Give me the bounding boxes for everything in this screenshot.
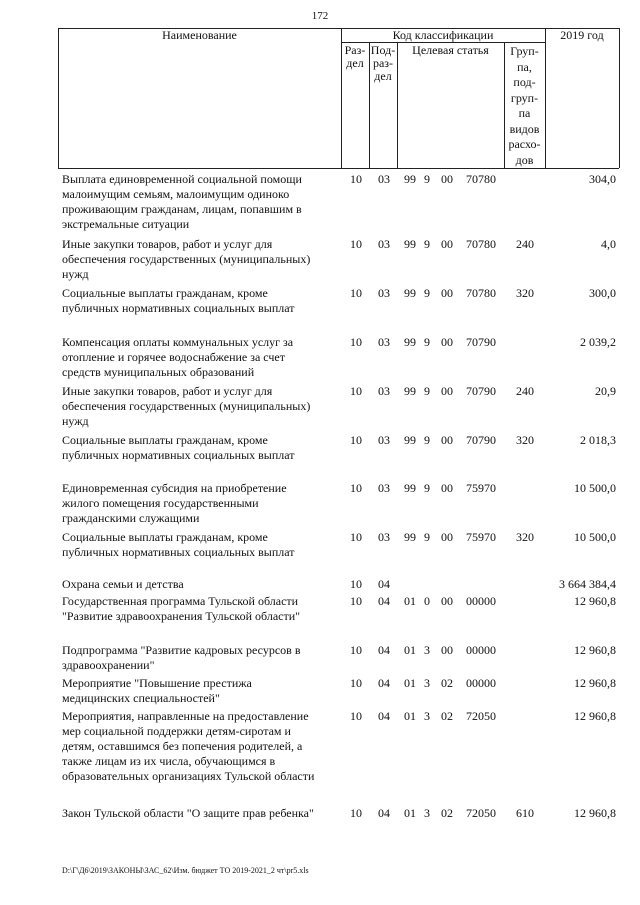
row-name-line: Иные закупки товаров, работ и услуг для: [62, 237, 273, 251]
cell-rz: 10: [350, 237, 362, 251]
cell-sum: 10 500,0: [574, 481, 616, 495]
header-group-line: па,: [517, 59, 532, 74]
cell-t4: 70780: [466, 286, 496, 300]
table-header: [58, 28, 619, 168]
cell-pr: 03: [378, 530, 390, 544]
row-name-line: публичных нормативных социальных выплат: [62, 301, 295, 315]
cell-sum: 20,9: [595, 384, 616, 398]
cell-rz: 10: [350, 335, 362, 349]
cell-pr: 03: [378, 481, 390, 495]
cell-t1: 01: [404, 643, 416, 657]
row-name: [62, 806, 347, 821]
cell-rz: 10: [350, 286, 362, 300]
cell-t3: 00: [441, 237, 453, 251]
cell-t1: 01: [404, 594, 416, 608]
row-name-line: Охрана семьи и детства: [62, 577, 184, 591]
row-name-line: нужд: [62, 267, 89, 281]
header-year: 2019 год: [560, 28, 604, 42]
cell-pr: 03: [378, 237, 390, 251]
cell-t2: 9: [424, 237, 430, 251]
cell-t2: 9: [424, 286, 430, 300]
row-name-line: Государственная программа Тульской области: [62, 594, 299, 608]
cell-sum: 12 960,8: [574, 643, 616, 657]
row-name: [62, 172, 347, 232]
row-name-line: "Развитие здравоохранения Тульской области": [62, 609, 301, 623]
header-group-line: под-: [513, 75, 536, 89]
cell-sum: 12 960,8: [574, 709, 616, 723]
cell-rz: 10: [350, 530, 362, 544]
cell-vr: 320: [516, 433, 534, 447]
cell-rz: 10: [350, 577, 362, 591]
header-podrazdel-line: раз-: [372, 56, 394, 70]
cell-pr: 04: [378, 806, 390, 820]
cell-rz: 10: [350, 676, 362, 690]
cell-rz: 10: [350, 384, 362, 398]
header-right-border: [619, 28, 620, 168]
cell-t2: 9: [424, 172, 430, 186]
cell-t2: 9: [424, 530, 430, 544]
row-name-line: Закон Тульской области "О защите прав ребенка": [62, 806, 314, 820]
row-name-line: также лицам из их числа, обучающимся в: [62, 754, 276, 768]
header-left-border: [58, 28, 59, 168]
cell-t2: 3: [424, 676, 430, 690]
row-name: [62, 237, 347, 282]
row-name-line: Иные закупки товаров, работ и услуг для: [62, 384, 273, 398]
row-name: [62, 594, 347, 624]
row-name-line: детям, оставшимся без попечения родителей, а: [62, 739, 303, 753]
row-name-line: нужд: [62, 414, 89, 428]
cell-t1: 99: [404, 237, 416, 251]
row-name: [62, 481, 347, 526]
header-target: Целевая статья: [412, 43, 489, 57]
header-razdel-line: дел: [346, 56, 364, 70]
row-name-line: Социальные выплаты гражданам, кроме: [62, 433, 268, 447]
cell-sum: 2 018,3: [580, 433, 616, 447]
row-name-line: Компенсация оплаты коммунальных услуг за: [62, 335, 294, 349]
cell-t3: 00: [441, 594, 453, 608]
cell-vr: 610: [516, 806, 534, 820]
cell-t4: 70790: [466, 384, 496, 398]
cell-t1: 99: [404, 530, 416, 544]
cell-t3: 00: [441, 172, 453, 186]
cell-rz: 10: [350, 481, 362, 495]
cell-t3: 00: [441, 433, 453, 447]
cell-t2: 0: [424, 594, 430, 608]
header-group-line: груп-: [510, 90, 539, 105]
cell-t2: 9: [424, 335, 430, 349]
row-name-line: обеспечения государственных (муниципальных): [62, 252, 311, 266]
cell-vr: 240: [516, 384, 534, 398]
row-name-line: средств муниципальных образований: [62, 365, 255, 379]
row-name: [62, 709, 347, 784]
cell-t1: 99: [404, 384, 416, 398]
cell-t4: 00000: [466, 643, 496, 657]
row-name-line: жилого помещения государственными: [62, 496, 259, 510]
cell-t3: 00: [441, 643, 453, 657]
row-name-line: мер социальной поддержки детям-сиротам и: [62, 724, 291, 738]
cell-pr: 03: [378, 335, 390, 349]
header-group-line: дов: [515, 152, 534, 167]
cell-rz: 10: [350, 172, 362, 186]
row-name: [62, 643, 347, 673]
cell-pr: 04: [378, 709, 390, 723]
header-group-line: Груп-: [510, 44, 539, 58]
cell-t3: 00: [441, 530, 453, 544]
cell-t4: 70780: [466, 237, 496, 251]
row-name-line: гражданскими служащими: [62, 511, 200, 525]
header-classification: Код классификации: [392, 28, 494, 42]
cell-rz: 10: [350, 806, 362, 820]
header-podrazdel-line: дел: [374, 69, 392, 83]
header-razdel-line: Раз-: [344, 43, 366, 57]
cell-t4: 75970: [466, 530, 496, 544]
header-podrazdel: [369, 44, 397, 83]
cell-t4: 00000: [466, 594, 496, 608]
row-name-line: Мероприятие "Повышение престижа: [62, 676, 252, 690]
row-name-line: Социальные выплаты гражданам, кроме: [62, 530, 268, 544]
row-name-line: публичных нормативных социальных выплат: [62, 545, 295, 559]
cell-t1: 01: [404, 709, 416, 723]
cell-sum: 304,0: [589, 172, 616, 186]
cell-sum: 2 039,2: [580, 335, 616, 349]
cell-pr: 03: [378, 286, 390, 300]
cell-sum: 300,0: [589, 286, 616, 300]
row-name-line: образовательных организациях Тульской области: [62, 769, 315, 783]
page-number: 172: [311, 10, 329, 22]
row-name: [62, 286, 347, 316]
cell-t1: 01: [404, 806, 416, 820]
cell-t1: 99: [404, 335, 416, 349]
header-podrazdel-line: Под-: [370, 43, 396, 57]
cell-pr: 04: [378, 577, 390, 591]
cell-t1: 99: [404, 172, 416, 186]
cell-vr: 320: [516, 530, 534, 544]
row-name: [62, 577, 347, 592]
cell-t4: 70780: [466, 172, 496, 186]
cell-t4: 00000: [466, 676, 496, 690]
cell-t2: 3: [424, 643, 430, 657]
cell-t2: 9: [424, 384, 430, 398]
cell-sum: 12 960,8: [574, 594, 616, 608]
cell-t4: 72050: [466, 806, 496, 820]
header-group: [504, 44, 545, 168]
cell-pr: 03: [378, 384, 390, 398]
cell-t3: 00: [441, 384, 453, 398]
row-name: [62, 676, 347, 706]
row-name-line: здравоохранении": [62, 658, 155, 672]
header-name: Наименование: [162, 28, 237, 42]
cell-t3: 02: [441, 676, 453, 690]
cell-sum: 12 960,8: [574, 806, 616, 820]
row-name-line: проживающим гражданам, лицам, попавшим в: [62, 202, 302, 216]
cell-rz: 10: [350, 594, 362, 608]
cell-vr: 240: [516, 237, 534, 251]
cell-t3: 02: [441, 806, 453, 820]
cell-t2: 3: [424, 709, 430, 723]
cell-vr: 320: [516, 286, 534, 300]
header-divider: [397, 42, 398, 168]
row-name: [62, 433, 347, 463]
row-name-line: публичных нормативных социальных выплат: [62, 448, 295, 462]
cell-t2: 3: [424, 806, 430, 820]
cell-rz: 10: [350, 709, 362, 723]
row-name-line: экстремальные ситуации: [62, 217, 190, 231]
header-bottom-border: [58, 168, 619, 169]
cell-t1: 99: [404, 481, 416, 495]
cell-pr: 04: [378, 676, 390, 690]
cell-rz: 10: [350, 643, 362, 657]
cell-t1: 01: [404, 676, 416, 690]
cell-t3: 00: [441, 481, 453, 495]
cell-sum: 4,0: [601, 237, 616, 251]
row-name-line: отопление и горячее водоснабжение за счет: [62, 350, 285, 364]
cell-t2: 9: [424, 433, 430, 447]
cell-t4: 70790: [466, 433, 496, 447]
cell-sum: 10 500,0: [574, 530, 616, 544]
row-name-line: Подпрограмма "Развитие кадровых ресурсов в: [62, 643, 301, 657]
header-group-line: па: [518, 106, 531, 120]
cell-t3: 00: [441, 335, 453, 349]
cell-t1: 99: [404, 286, 416, 300]
cell-pr: 03: [378, 172, 390, 186]
row-name-line: Мероприятия, направленные на предоставление: [62, 709, 309, 723]
row-name-line: обеспечения государственных (муниципальных): [62, 399, 311, 413]
header-razdel: [341, 44, 369, 70]
row-name-line: Единовременная субсидия на приобретение: [62, 481, 287, 495]
cell-rz: 10: [350, 433, 362, 447]
header-group-line: видов: [509, 121, 540, 136]
file-path-footer: D:\Г\Д6\2019\ЗАКОНЫ\ЗАС_62\Изм. бюджет ТО 2019-2021_2 чт\pr5.xls: [62, 866, 309, 875]
row-name-line: медицинских специальностей": [62, 691, 220, 705]
cell-t4: 75970: [466, 481, 496, 495]
cell-pr: 04: [378, 594, 390, 608]
row-name-line: Социальные выплаты гражданам, кроме: [62, 286, 268, 300]
cell-t4: 72050: [466, 709, 496, 723]
cell-t3: 00: [441, 286, 453, 300]
row-name: [62, 530, 347, 560]
cell-pr: 04: [378, 643, 390, 657]
row-name: [62, 384, 347, 429]
row-name-line: Выплата единовременной социальной помощи: [62, 172, 302, 186]
cell-t4: 70790: [466, 335, 496, 349]
row-name: [62, 335, 347, 380]
cell-sum: 12 960,8: [574, 676, 616, 690]
cell-sum: 3 664 384,4: [559, 577, 616, 591]
cell-pr: 03: [378, 433, 390, 447]
cell-t3: 02: [441, 709, 453, 723]
header-group-line: расхо-: [508, 137, 541, 151]
cell-t2: 9: [424, 481, 430, 495]
header-divider: [545, 28, 546, 168]
cell-t1: 99: [404, 433, 416, 447]
row-name-line: малоимущим семьям, малоимущим одиноко: [62, 187, 290, 201]
